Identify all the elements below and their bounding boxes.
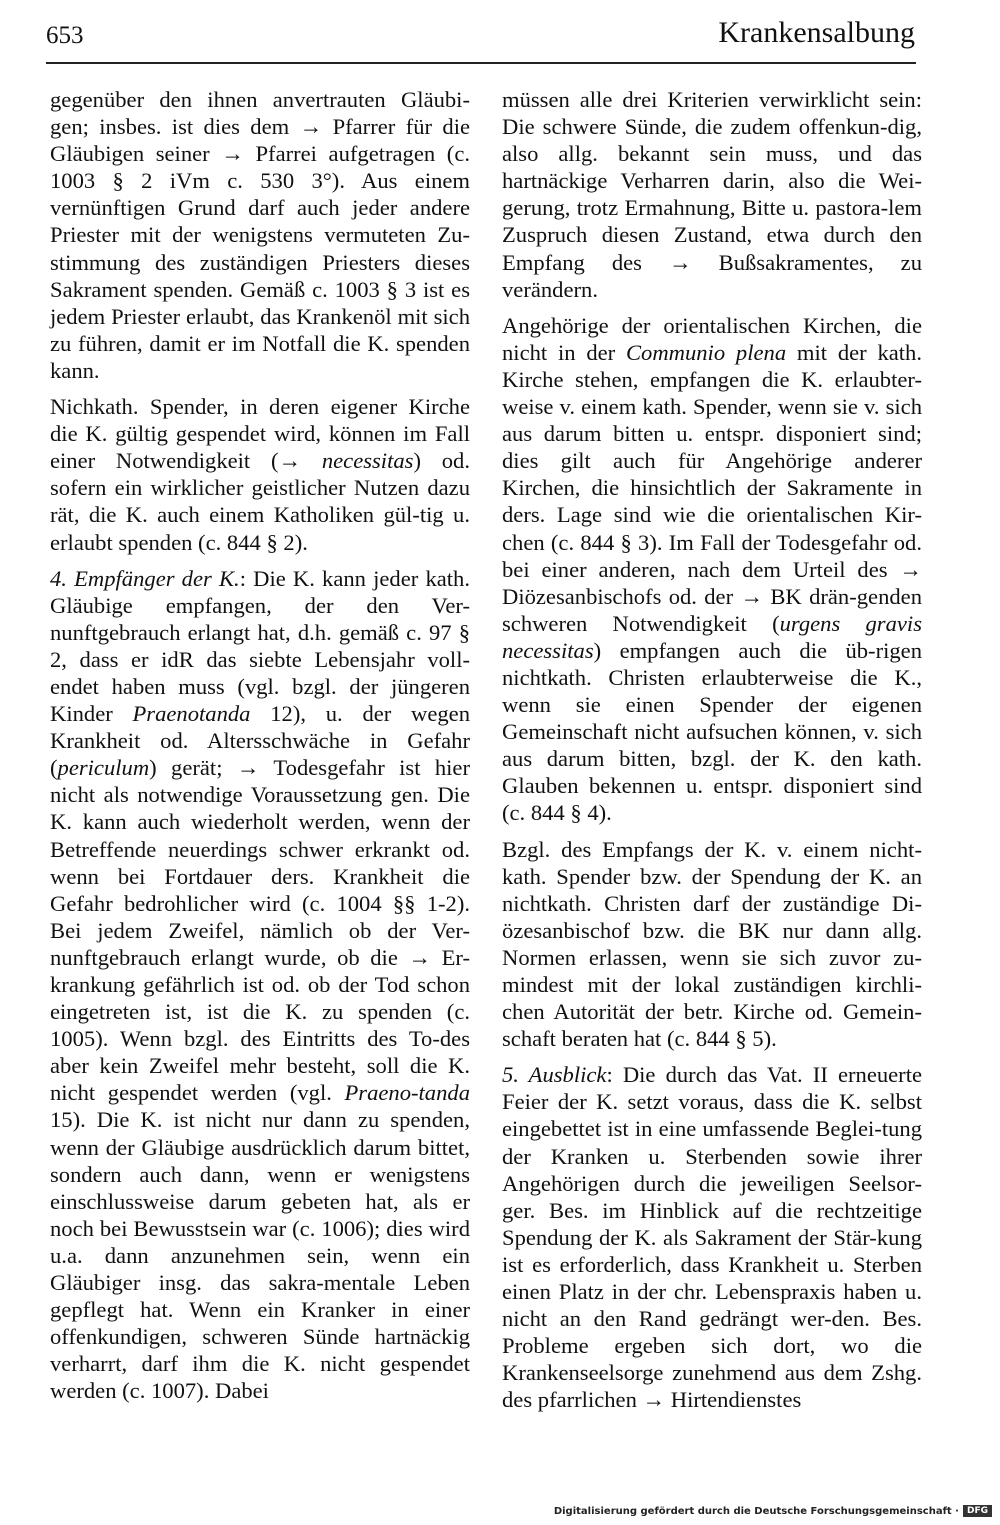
running-title: Krankensalbung [718,16,915,49]
paragraph [50,565,476,1405]
footer [554,1505,992,1517]
text-segment: 15). Die K. ist nicht nur dann zu spenden, wenn der Gläubige ausdrücklich darum bittet, sondern auch dann, wenn er wenigstens einschlussweise darum gebeten hat, als er noch bei Bewusstsein war (c. 1006); dies wird u.a. dann anzunehmen sein, wenn ein Gläubiger insg. das sakra-mentale Leben gepflegt hat. Wenn ein Kranker in einer offenkundigen, schweren Sünde hartnäckig verharrt, darf ihm die K. nicht gespendet werden (c. 1007). Dabei [50,1080,476,1404]
header-rule [46,62,916,64]
paragraph [502,1061,928,1413]
text-segment: Angehörige der orientalischen Kirchen, die nicht in der [502,312,928,365]
funding-note: Digitalisierung gefördert durch die Deutsche Forschungsgemeinschaft · [553,1505,959,1517]
italic-text-segment: 5. Ausblick [502,1062,607,1088]
text-segment: mit der kath. Kirche stehen, empfangen die K. erlaubter-weise v. einem kath. Spender, wenn sie v. sich aus darum bitten u. entspr. disponiert sind; dies gilt auch für Angehörige anderer Kirchen, die hinsichtlich der Sakramente in ders. Lage sind wie die orientalischen Kir-chen (c. 844 § 3). Im Fall der Todesgefahr od. bei einer anderen, nach dem Urteil des → Diözesanbischofs od. der → BK drän-genden schweren Notwendigkeit ( [502,339,928,636]
italic-text-segment: Praeno-tanda [344,1080,470,1106]
text-segment: : Die durch das Vat. II erneuerte Feier der K. setzt voraus, dass die K. selbst eingebettet ist in eine umfassende Beglei-tung der Kranken u. Sterbenden sowie ihrer Angehörigen durch die jeweiligen Seelsor-ger. Bes. im Hinblick auf die rechtzeitige Spendung der K. als Sakrament der Stär-kung ist es erforderlich, dass Krankheit u. Sterben einen Platz in der chr. Lebenspraxis haben u. nicht an den Rand gedrängt wer-den. Bes. Probleme ergeben sich dort, wo die Krankenseelsorge zunehmend aus dem Zshg. des pfarrlichen → Hirtendienstes [502,1062,928,1413]
paragraph [50,393,476,556]
italic-text-segment: 4. Empfänger der K. [50,565,240,591]
paragraph [502,86,928,303]
paragraph [50,86,476,384]
dfg-logo: DFG [963,1505,992,1517]
paragraph [502,836,928,1053]
text-segment: ) gerät; → Todesgefahr ist hier nicht als notwendige Voraussetzung gen. Die K. kann auch wiederholt werden, wenn der Betreffende neuerdings schwer erkrankt od. wenn bei Fortdauer ders. Krankheit die Gefahr bedrohlicher wird (c. 1004 §§ 1-2). Bei jedem Zweifel, nämlich ob der Ver-nunftgebrauch erlangt wurde, ob die → Er-krankung gefährlich ist od. ob der Tod schon eingetreten ist, ist die K. zu spenden (c. 1005). Wenn bzgl. des Eintritts des To-des aber kein Zweifel mehr besteht, soll die K. nicht gespendet werden (vgl. [50,755,476,1106]
right-column [502,86,928,1423]
italic-text-segment: periculum [57,755,150,781]
text-segment: 12), u. der wegen Krankheit od. Altersschwäche in Gefahr ( [50,701,476,781]
text-segment: gegenüber den ihnen anvertrauten Gläubi-gen; insbes. ist dies dem → Pfarrer für die Gläubigen seiner → Pfarrei aufgetragen (c. 1003 § 2 iVm c. 530 3°). Aus einem vernünftigen Grund darf auch jeder andere Priester mit der wenigstens vermuteten Zu-stimmung des zuständigen Priesters dieses Sakrament spenden. Gemäß c. 1003 § 3 ist es jedem Priester erlaubt, das Krankenöl mit sich zu führen, damit er im Notfall die K. spenden kann. [50,87,476,383]
text-segment: müssen alle drei Kriterien verwirklicht sein: Die schwere Sünde, die zudem offenkun-dig, also allg. bekannt sein muss, und das hartnäckige Verharren darin, also die Wei-gerung, trotz Ermahnung, Bitte u. pastora-lem Zuspruch diesen Zustand, etwa durch den Empfang des → Bußsakramentes, zu verändern. [502,87,928,302]
text-segment: Nichkath. Spender, in deren eigener Kirche die K. gültig gespendet wird, können im Fall einer Notwendigkeit (→ [50,394,476,474]
text-segment: Bzgl. des Empfangs der K. v. einem nicht-kath. Spender bzw. der Spendung der K. an nichtkath. Christen darf der zuständige Di-özesanbischof bzw. die BK nur dann allg. Normen erlassen, wenn sie sich zuvor zu-mindest mit der lokal zuständigen kirchli-chen Autorität der betr. Kirche od. Gemein-schaft beraten hat (c. 844 § 5). [502,836,928,1052]
paragraph [502,312,928,827]
page-number: 653 [46,22,84,49]
text-segment: : Die K. kann jeder kath. Gläubige empfangen, der den Ver-nunftgebrauch erlangt hat, d.h. gemäß c. 97 § 2, dass er idR das siebte Lebensjahr voll-endet haben muss (vgl. bzgl. der jüngeren Kinder [50,565,476,727]
left-column [50,86,476,1414]
text-segment: ) empfangen auch die üb-rigen nichtkath. Christen erlaubterweise die K., wenn sie einen Spender der eigenen Gemeinschaft nicht aufsuchen können, v. sich aus darum bitten, bzgl. der K. den kath. Glauben bekennen u. entspr. disponiert sind (c. 844 § 4). [502,637,928,826]
text-segment: ) od. sofern ein wirklicher geistlicher Nutzen dazu rät, die K. auch einem Katholiken gül-tig u. erlaubt spenden (c. 844 § 2). [50,448,476,555]
italic-text-segment: urgens gravis necessitas [502,610,928,663]
italic-text-segment: necessitas [321,448,414,474]
italic-text-segment: Communio plena [625,339,787,365]
italic-text-segment: Praenotanda [132,701,251,727]
